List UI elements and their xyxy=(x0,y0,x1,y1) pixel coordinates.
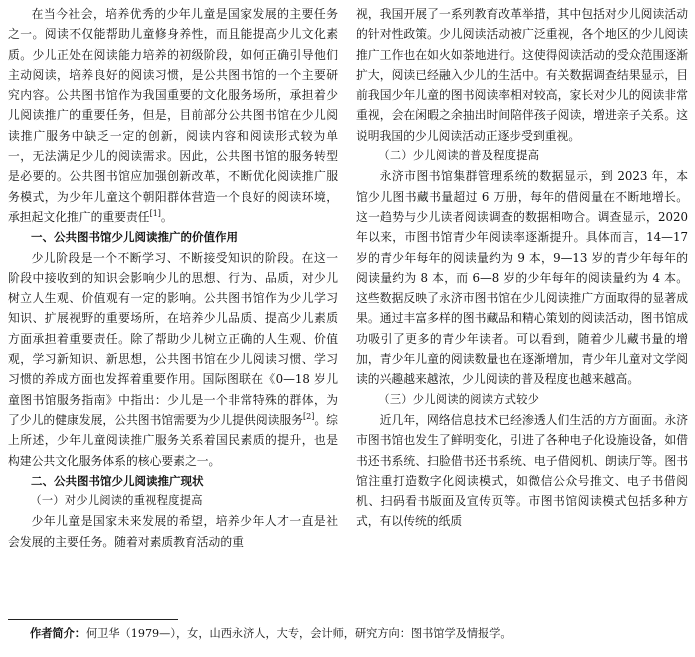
footnote-label: 作者简介： xyxy=(30,627,86,640)
subsection-heading-2: （二）少儿阅读的普及程度提高 xyxy=(378,149,540,163)
left-column xyxy=(8,4,338,552)
reading-methods-paragraph: 近几年，网络信息技术已经渗透人们生活的方方面面。永济市图书馆也发生了鲜明变化，引进了各种电子化设施设备，如借书还书系统、扫脸借书还书系统、电子借阅机、朗读厅等。图书馆注重打造数字化阅读模式，如微信公众号推文、电子书借阅机、扫码看书版面及宣传页等。市图书馆阅读模式包括多种方式，有以传统的纸质 xyxy=(356,412,688,529)
author-footnote xyxy=(30,625,690,643)
citation-ref-1[interactable]: [1] xyxy=(149,209,161,219)
attention-paragraph: 少年儿童是国家未来发展的希望，培养少年人才一直是社会发展的主要任务。随着对素质教育活动的重 xyxy=(8,514,338,549)
citation-ref-2[interactable]: [2] xyxy=(303,412,315,422)
value-paragraph: 少儿阶段是一个不断学习、不断接受知识的阶段。在这一阶段中接收到的知识会影响少儿的思想、行为、品质，对少儿树立人生观、价值观有一定的影响。公共图书馆作为少儿学习知识、扩展视野的重要场所，在培养少儿品质、提高少儿素质方面承担着重要责任。除了帮助少儿树立正确的人生观、价值观，学习新知识、新思想，公共图书馆在少儿阅读习惯、学习习惯的养成方面也发挥着重要作用。国际图联在《0—18 岁儿童图书馆服务指南》中指出：少儿是一个非常特殊的群体，为了少儿的健康发展，公共图书馆需要为少儿提供阅读服务[2]。综上所述，少年儿童阅读推广服务关系着国民素质的提升，也是构建公共文化服务体系的核心要素之一。 xyxy=(8,250,338,468)
popularity-paragraph: 永济市图书馆集群管理系统的数据显示，到 2023 年，本馆少儿图书藏书量超过 6 万册，每年的借阅量在不断地增长。这一趋势与少儿读者阅读调查的数据相吻合。调查显示，2020 年以来，市图书馆青少年阅读率逐渐提升。具体而言，14—17 岁的青少年每年的阅读量约为 9 本，9—13 岁的青少年每年的阅读量约为 8 本，而 6—8 岁的少年每年的阅读量约为 4 本。这些数据反映了永济市图书馆在少儿阅读推广方面取得的显著成果。通过丰富多样的图书藏品和精心策划的阅读活动，图书馆成功吸引了更多的青少年读者。可以看到，随着少儿藏书量的增加，青少年儿童的阅读数量也在逐渐增加，青少年儿童对文学阅读的兴趣越来越浓，少儿阅读的普及程度也越来越高。 xyxy=(356,169,688,387)
footnote-text: 何卫华（1979—），女，山西永济人，大专，会计师，研究方向：图书馆学及情报学。 xyxy=(85,627,512,640)
right-column xyxy=(356,4,688,532)
section-heading-1: 一、公共图书馆少儿阅读推广的价值作用 xyxy=(31,230,238,245)
footnote-divider xyxy=(8,619,178,620)
subsection-heading-1: （一）对少儿阅读的重视程度提高 xyxy=(30,494,203,508)
subsection-heading-3: （三）少儿阅读的阅读方式较少 xyxy=(378,392,540,406)
intro-paragraph: 在当今社会，培养优秀的少年儿童是国家发展的主要任务之一。阅读不仅能帮助儿童修身养性，而且能提高少儿文化素质。少儿正处在阅读能力培养的初级阶段，如何正确引导他们主动阅读，培养良好的阅读习惯，是公共图书馆的一个主要研究内容。公共图书馆作为我国重要的文化服务场所，承担着少儿阅读推广的重要任务，但是，目前部分公共图书馆在少儿阅读推广服务中缺乏一定的创新，阅读内容和阅读形式较为单一，无法满足少儿的阅读需求。因此，公共图书馆的服务转型是必要的。公共图书馆应加强创新改革，不断优化阅读推广服务模式，为少年儿童这个朝阳群体营造一个良好的阅读环境，承担起文化推广的重要责任[1]。 xyxy=(8,7,338,224)
section-heading-2: 二、公共图书馆少儿阅读推广现状 xyxy=(31,473,204,488)
attention-paragraph-continued: 视，我国开展了一系列教育改革举措，其中包括对少儿阅读活动的针对性政策。少儿阅读活动被广泛重视，各个地区的少儿阅读推广工作也在如火如荼地进行。这使得阅读活动的受众范围逐渐扩大，阅读已经融入少儿的生活中。有关数据调查结果显示，目前我国少年儿童的图书阅读率相对较高，家长对少儿的阅读非常重视，会在闲暇之余抽出时间陪伴孩子阅读，增进亲子关系。这说明我国的少儿阅读活动正逐步受到重视。 xyxy=(356,7,688,143)
